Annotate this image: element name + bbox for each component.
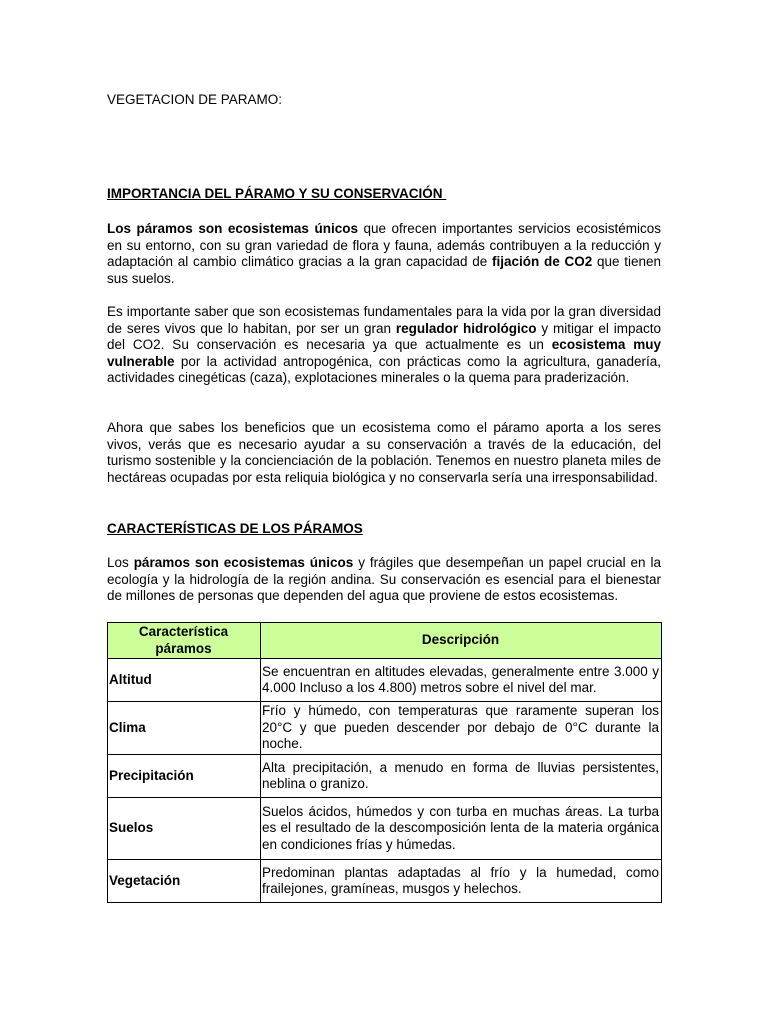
- characteristics-table: [107, 622, 662, 903]
- row-description: Se encuentran en altitudes elevadas, generalmente entre 3.000 y 4.000 Incluso a los 4.800) metros sobre el nivel del mar.: [261, 659, 662, 702]
- paragraph-text: Es importante saber que son ecosistemas fundamentales para la vida por la gran diversidad de seres vivos que lo habitan, por ser un gran: [107, 304, 661, 336]
- paragraph-text: que tienen sus suelos.: [107, 254, 661, 286]
- paragraph-importancia-3: [107, 420, 661, 486]
- row-name: Altitud: [108, 659, 261, 702]
- document-title: VEGETACION DE PARAMO:: [107, 92, 283, 107]
- paragraph-importancia-2: [107, 304, 661, 387]
- table-row: [108, 860, 662, 903]
- bold-phrase: regulador hidrológico: [395, 320, 537, 336]
- row-name: Precipitación: [108, 755, 261, 798]
- row-description: Suelos ácidos, húmedos y con turba en muchas áreas. La turba es el resultado de la descomposición lenta de la materia orgánica en condiciones frías y húmedas.: [261, 798, 662, 860]
- section-heading-importancia: IMPORTANCIA DEL PÁRAMO Y SU CONSERVACIÓN: [107, 186, 447, 201]
- header-description: Descripción: [261, 623, 662, 659]
- bold-phrase: páramos son ecosistemas únicos: [133, 555, 354, 570]
- bold-phrase: ecosistema muy vulnerable: [107, 337, 661, 369]
- bold-phrase: Los páramos son ecosistemas únicos: [107, 221, 358, 236]
- row-description: Frío y húmedo, con temperaturas que raramente superan los 20°C y que pueden descender por debajo de 0°C durante la noche.: [261, 702, 662, 755]
- table-row: [108, 755, 662, 798]
- row-name: Vegetación: [108, 860, 261, 903]
- table-row: [108, 659, 662, 702]
- table-row: [108, 702, 662, 755]
- paragraph-caracteristicas-1: [107, 555, 661, 605]
- paragraph-text: que ofrecen importantes servicios ecosistémicos en su entorno, con su gran variedad de flora y fauna, además contribuyen a la reducción y adaptación al cambio climático gracias a la gran capacidad de: [107, 221, 661, 270]
- bold-phrase: fijación de CO2: [492, 254, 593, 270]
- paragraph-importancia-1: [107, 221, 661, 287]
- row-name: Suelos: [108, 798, 261, 860]
- paragraph-text: por la actividad antropogénica, con prácticas como la agricultura, ganadería, actividades cinegéticas (caza), explotaciones minerales o la quema para praderización.: [107, 353, 661, 386]
- table-row: [108, 798, 662, 860]
- row-description: Alta precipitación, a menudo en forma de lluvias persistentes, neblina o granizo.: [261, 755, 662, 798]
- row-description: Predominan plantas adaptadas al frío y la humedad, como frailejones, gramíneas, musgos y helechos.: [261, 860, 662, 903]
- paragraph-text: y mitigar el impacto del CO2. Su conservación es necesaria ya que actualmente es un: [107, 320, 661, 353]
- paragraph-text: Ahora que sabes los beneficios que un ecosistema como el páramo aporta a los seres vivos, verás que es necesario ayudar a su conservación a través de la educación, del turismo sostenible y la concienciación de la población. Tenemos en nuestro planeta miles de hectáreas ocupadas por esta reliquia biológica y no conservarla sería una irresponsabilidad.: [107, 420, 661, 485]
- section-heading-caracteristicas: CARACTERÍSTICAS DE LOS PÁRAMOS: [107, 521, 363, 536]
- paragraph-text: y frágiles que desempeñan un papel crucial en la ecología y la hidrología de la región andina. Su conservación es esencial para el bienestar de millones de personas que dependen del agua que proviene de estos ecosistemas.: [107, 555, 661, 604]
- header-characteristic: Característica páramos: [108, 623, 261, 659]
- table-header-row: [108, 623, 662, 659]
- row-name: Clima: [108, 702, 261, 755]
- paragraph-text: Los: [107, 555, 134, 570]
